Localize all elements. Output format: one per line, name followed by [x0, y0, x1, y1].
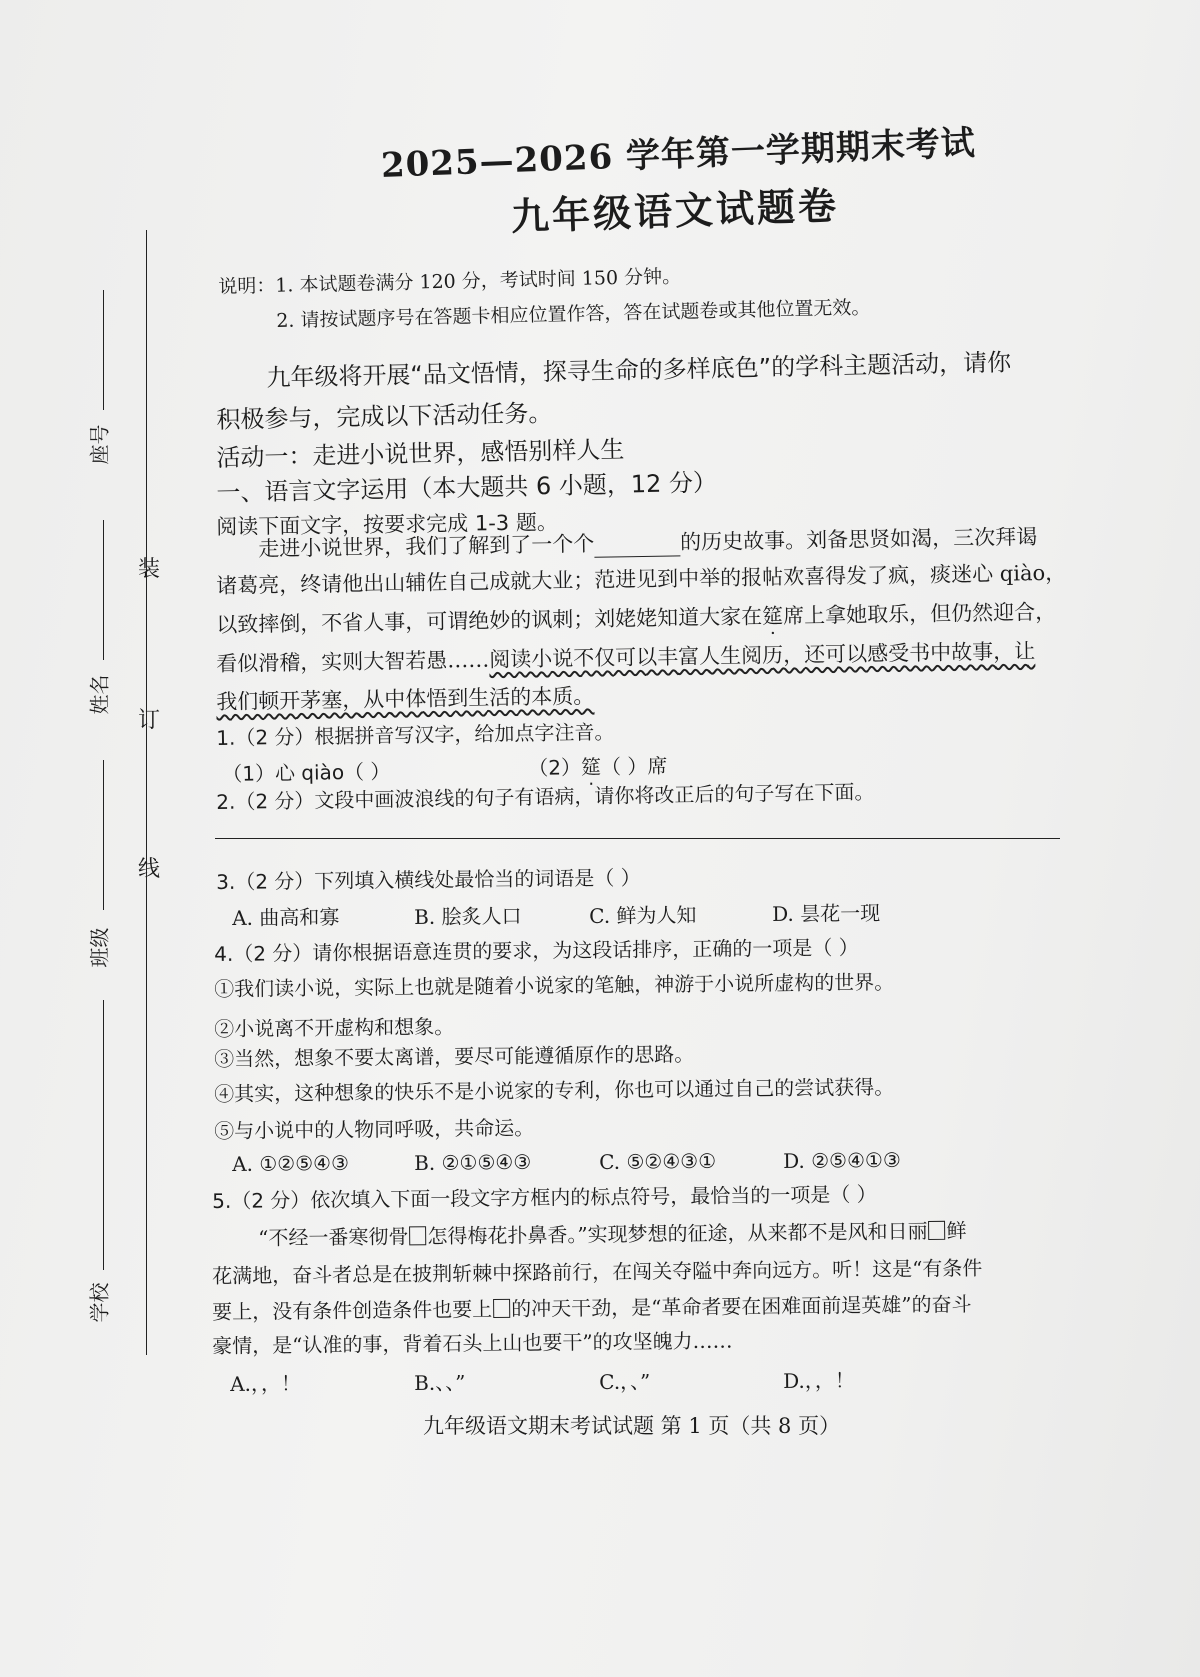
q3-option-c: C. 鲜为人知 — [589, 902, 697, 928]
exam-title: 2025—2026 学年第一学期期末考试 — [380, 123, 977, 186]
q5-option-b: B.、、” — [414, 1370, 466, 1395]
q5-text: 要上，没有条件创造条件也要上 — [212, 1297, 493, 1324]
q4-stem: 4.（2 分）请你根据语意连贯的要求，为这段话排序，正确的一项是（ ） — [214, 935, 859, 966]
passage-text: 以致摔倒，不省人事，可谓绝妙的讽刺；刘姥姥知道大家在 — [216, 604, 763, 637]
reading-instruction: 阅读下面文字，按要求完成 1-3 题。 — [216, 510, 559, 539]
q1-stem: 1.（2 分）根据拼音写汉字，给加点字注音。 — [216, 719, 615, 750]
page-footer: 九年级语文期末考试试题 第 1 页（共 8 页） — [423, 1414, 841, 1438]
q4-option-a: A. ①②⑤④③ — [232, 1150, 350, 1176]
q5-option-c: C.，、” — [599, 1369, 651, 1394]
seat-label: 座号 — [87, 424, 112, 465]
activity-heading: 活动一：走进小说世界，感悟别样人生 — [216, 435, 625, 472]
q4-option-b: B. ②①⑤④③ — [414, 1149, 532, 1175]
q1-part-2-label: （2） — [528, 755, 582, 780]
passage-line-2: 诸葛亮，终请他出山辅佐自己成就大业；范进见到中举的报帖欢喜得发了疯，痰迷心 qiào， — [216, 560, 1067, 598]
q4-option-c: C. ⑤②④③① — [599, 1148, 717, 1174]
passage-line-5 — [216, 680, 594, 716]
q2-stem: 2.（2 分）文段中画波浪线的句子有语病，请你将改正后的句子写在下面。 — [216, 779, 875, 814]
q5-line-2: 花满地，奋斗者总是在披荆斩棘中探路前行，在闯关夺隘中奔向远方。听！这是“有条件 — [212, 1255, 983, 1288]
q1-part-1: （1）心 qiào（ ） — [222, 759, 391, 786]
passage-line-4 — [216, 635, 1035, 678]
binding-char-xian: 线 — [138, 857, 161, 882]
q5-option-d: D.，，！ — [783, 1368, 855, 1393]
punctuation-box — [928, 1221, 945, 1240]
binding-line — [146, 230, 147, 1355]
name-field-line[interactable] — [103, 520, 104, 660]
q3-option-d: D. 昙花一现 — [772, 900, 881, 926]
dotted-char: 筵 — [761, 604, 784, 629]
passage-text: 席上拿她取乐，但仍然迎合， — [782, 599, 1057, 629]
passage-text: 走进小说世界，我们了解到了一个个 — [258, 531, 595, 561]
q5-line-3 — [212, 1288, 972, 1325]
q5-text: “不经一番寒彻骨 — [258, 1224, 409, 1250]
school-field-line[interactable] — [103, 1000, 104, 1270]
wavy-underlined-sentence: 阅读小说不仅可以丰富人生阅历，还可以感受书中故事，让 — [489, 639, 1036, 672]
section-heading: 一、语言文字运用（本大题共 6 小题，12 分） — [216, 468, 718, 507]
q5-option-a: A.，，！ — [230, 1371, 302, 1396]
q4-sentence-3: ③当然，想象不要太离谱，要尽可能遵循原作的思路。 — [214, 1041, 695, 1071]
passage-text: 看似滑稽，实则大智若愚…… — [216, 647, 490, 676]
q1-part-2-tail: （ ）席 — [600, 753, 668, 779]
intro-line-1: 九年级将开展“品文悟情，探寻生命的多样底色”的学科主题活动，请你 — [266, 348, 1012, 392]
q4-sentence-5: ⑤与小说中的人物同呼吸，共命运。 — [214, 1115, 535, 1143]
q5-line-1 — [258, 1215, 967, 1251]
fill-blank — [594, 532, 680, 557]
class-label: 班级 — [87, 927, 112, 968]
q5-text: 怎得梅花扑鼻香。”实现梦想的征途，从来都不是风和日丽 — [427, 1218, 928, 1249]
school-label: 学校 — [87, 1282, 112, 1323]
q5-text: 的冲天干劲，是“革命者要在困难面前逞英雄”的奋斗 — [511, 1292, 972, 1321]
wavy-underlined-sentence: 我们顿开茅塞，从中体悟到生活的本质。 — [216, 684, 595, 714]
note-1: 说明：1. 本试题卷满分 120 分，考试时间 150 分钟。 — [218, 265, 682, 298]
q4-sentence-1: ①我们读小说，实际上也就是随着小说家的笔触，神游于小说所虚构的世界。 — [214, 969, 895, 1001]
binding-char-ding: 订 — [138, 708, 161, 733]
note-2: 2. 请按试题序号在答题卡相应位置作答，答在试题卷或其他位置无效。 — [276, 296, 871, 332]
q3-option-b: B. 脍炙人口 — [414, 903, 522, 929]
q4-option-d: D. ②⑤④①③ — [783, 1147, 901, 1173]
punctuation-box — [409, 1226, 426, 1245]
q4-sentence-2: ②小说离不开虚构和想象。 — [214, 1014, 455, 1041]
dotted-char: 筵 — [580, 754, 602, 780]
intro-line-2: 积极参与，完成以下活动任务。 — [216, 398, 553, 434]
passage-text: 的历史故事。刘备思贤如渴，三次拜谒 — [680, 524, 1038, 555]
seat-field-line[interactable] — [103, 290, 104, 410]
q3-stem: 3.（2 分）下列填入横线处最恰当的词语是（ ） — [216, 865, 641, 894]
passage-line-3 — [216, 596, 1056, 639]
q5-text: 鲜 — [946, 1218, 967, 1243]
q1-part-2 — [528, 750, 668, 781]
punctuation-box — [493, 1299, 510, 1318]
q3-option-a: A. 曲高和寡 — [232, 904, 340, 930]
q5-line-4: 豪情，是“认准的事，背着石头上山也要干”的攻坚魄力…… — [212, 1328, 733, 1358]
answer-line — [215, 838, 1060, 839]
q5-stem: 5.（2 分）依次填入下面一段文字方框内的标点符号，最恰当的一项是（ ） — [212, 1182, 877, 1213]
name-label: 姓名 — [87, 674, 112, 715]
binding-char-zhuang: 装 — [138, 557, 161, 582]
exam-subtitle: 九年级语文试题卷 — [510, 182, 840, 239]
class-field-line[interactable] — [103, 760, 104, 910]
q4-sentence-4: ④其实，这种想象的快乐不是小说家的专利，你也可以通过自己的尝试获得。 — [214, 1074, 895, 1106]
